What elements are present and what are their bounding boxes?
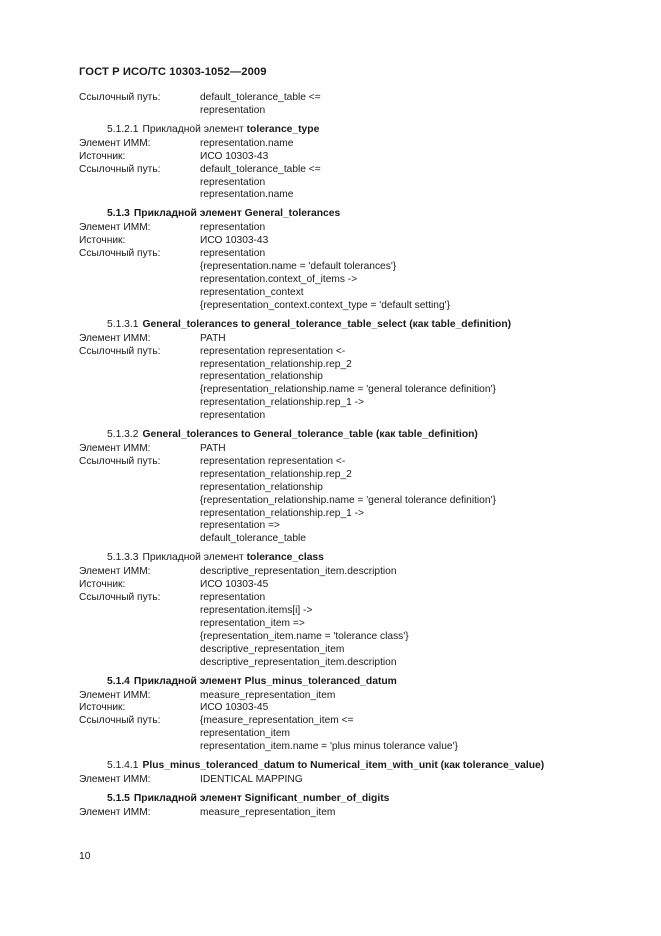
- field-value-line: PATH: [200, 332, 226, 344]
- page-number: 10: [79, 851, 91, 862]
- field-label: Ссылочный путь:: [79, 715, 161, 727]
- intro-block: [79, 92, 639, 118]
- field-values: [200, 346, 639, 423]
- mapping-row: [79, 333, 639, 346]
- mapping-row: [79, 443, 639, 456]
- section-number: 5.1.5: [107, 792, 130, 804]
- section-heading: [79, 428, 639, 441]
- field-values: [200, 248, 639, 313]
- section-block: [79, 318, 639, 423]
- field-value-line: representation representation <-: [200, 455, 346, 467]
- field-value-line: representation_item.name = 'plus minus tolerance value'}: [200, 741, 458, 753]
- field-value-line: descriptive_representation_item.description: [200, 566, 397, 578]
- field-value-line: representation =>: [200, 520, 280, 532]
- field-values: [200, 566, 639, 579]
- field-label: Ссылочный путь:: [79, 345, 161, 357]
- section-block: [79, 428, 639, 546]
- mapping-row: [79, 138, 639, 151]
- field-label: Источник:: [79, 150, 126, 162]
- section-title-prefix: Прикладной элемент: [142, 123, 247, 135]
- mapping-row: [79, 774, 639, 787]
- field-label: Элемент ИММ:: [79, 222, 151, 234]
- field-value-line: default_tolerance_table: [200, 533, 306, 545]
- field-value-line: representation: [200, 592, 266, 604]
- section-title-prefix: Прикладной элемент: [133, 208, 245, 220]
- field-value-line: representation: [200, 104, 266, 116]
- section-title-main: General_tolerances to general_tolerance_table_select (как table_definition): [142, 318, 512, 330]
- field-values: [200, 579, 639, 592]
- field-value-line: representation.items[i] ->: [200, 605, 313, 616]
- field-value-line: default_tolerance_table <=: [200, 163, 321, 175]
- section-number: 5.1.3.3: [107, 552, 139, 564]
- field-value-line: ИСО 10303-45: [200, 702, 269, 714]
- field-label: Элемент ИММ:: [79, 137, 151, 149]
- section-block: [79, 675, 639, 755]
- field-value-line: representation_item: [200, 728, 291, 740]
- field-value-line: measure_representation_item: [200, 806, 336, 818]
- section-title-main: General_tolerances to General_tolerance_table (как table_definition): [142, 429, 478, 441]
- field-value-line: {representation_context.context_type = 'default setting'}: [200, 299, 450, 311]
- section-block: [79, 123, 639, 203]
- mapping-row: [79, 579, 639, 592]
- mapping-row: [79, 248, 639, 313]
- field-label: Элемент ИММ:: [79, 332, 151, 344]
- mapping-row: [79, 346, 639, 423]
- section-title-main: Significant_number_of_digits: [244, 792, 390, 804]
- field-values: [200, 592, 639, 669]
- section-title-main: tolerance_class: [246, 552, 324, 564]
- field-value-line: ИСО 10303-43: [200, 150, 269, 162]
- mapping-row: [79, 222, 639, 235]
- section-number: 5.1.3: [107, 208, 130, 220]
- field-label: Элемент ИММ:: [79, 806, 151, 818]
- field-label: Ссылочный путь:: [79, 248, 161, 260]
- field-values: [200, 222, 639, 235]
- field-values: [200, 702, 639, 715]
- field-value-line: {representation_relationship.name = 'general tolerance definition'}: [200, 384, 496, 396]
- field-value-line: representation: [200, 410, 266, 422]
- field-value-line: {representation_item.name = 'tolerance class'}: [200, 630, 409, 642]
- field-value-line: representation representation <-: [200, 345, 346, 357]
- section-title-prefix: Прикладной элемент: [133, 675, 245, 687]
- field-value-line: ИСО 10303-43: [200, 235, 269, 247]
- field-values: [200, 690, 639, 703]
- field-value-line: representation_relationship: [200, 371, 323, 383]
- section-heading: [79, 792, 639, 805]
- mapping-row: [79, 807, 639, 820]
- field-label: Ссылочный путь:: [79, 163, 161, 175]
- field-values: [200, 774, 639, 787]
- section-number: 5.1.3.1: [107, 318, 139, 330]
- field-value-line: default_tolerance_table <=: [200, 92, 321, 103]
- field-value-line: representation_relationship.rep_2: [200, 468, 352, 480]
- field-label: Ссылочный путь:: [79, 92, 161, 103]
- mapping-row: [79, 702, 639, 715]
- field-values: [200, 333, 639, 346]
- section-number: 5.1.4.1: [107, 760, 139, 772]
- field-values: [200, 138, 639, 151]
- field-label: Ссылочный путь:: [79, 455, 161, 467]
- section-block: [79, 207, 639, 312]
- section-title-main: Plus_minus_toleranced_datum to Numerical_item_with_unit (как tolerance_value): [142, 760, 545, 772]
- section-block: [79, 551, 639, 669]
- mapping-row: [79, 592, 639, 669]
- field-value-line: {representation.name = 'default tolerances'}: [200, 261, 397, 273]
- mapping-row: [79, 456, 639, 546]
- standard-header: ГОСТ Р ИСО/ТС 10303-1052—2009: [79, 66, 267, 78]
- field-label: Источник:: [79, 702, 126, 714]
- field-value-line: representation_context: [200, 286, 304, 298]
- field-values: [200, 151, 639, 164]
- field-value-line: representation_relationship.rep_2: [200, 358, 352, 370]
- field-values: [200, 456, 639, 546]
- field-value-line: representation_relationship.rep_1 ->: [200, 507, 364, 519]
- field-label: Элемент ИММ:: [79, 443, 151, 455]
- field-value-line: representation_relationship: [200, 481, 323, 493]
- section-number: 5.1.3.2: [107, 429, 139, 441]
- section-heading: [79, 551, 639, 564]
- section-heading: [79, 123, 639, 136]
- field-values: [200, 92, 639, 118]
- section-block: [79, 792, 639, 820]
- field-label: Источник:: [79, 579, 126, 591]
- mapping-row: [79, 715, 639, 754]
- field-value-line: descriptive_representation_item: [200, 643, 345, 655]
- field-value-line: {representation_relationship.name = 'general tolerance definition'}: [200, 494, 496, 506]
- field-values: [200, 715, 639, 754]
- section-heading: [79, 759, 639, 772]
- section-number: 5.1.4: [107, 675, 130, 687]
- field-value-line: representation: [200, 176, 266, 188]
- field-values: [200, 235, 639, 248]
- mapping-row: [79, 164, 639, 203]
- field-value-line: representation.context_of_items ->: [200, 273, 358, 285]
- field-values: [200, 807, 639, 820]
- section-title-prefix: Прикладной элемент: [142, 552, 247, 564]
- field-value-line: measure_representation_item: [200, 689, 336, 701]
- field-values: [200, 164, 639, 203]
- field-value-line: descriptive_representation_item.description: [200, 656, 397, 668]
- field-value-line: IDENTICAL MAPPING: [200, 774, 303, 786]
- section-number: 5.1.2.1: [107, 123, 139, 135]
- field-label: Элемент ИММ:: [79, 689, 151, 701]
- field-value-line: ИСО 10303-45: [200, 579, 269, 591]
- field-label: Элемент ИММ:: [79, 566, 151, 578]
- field-value-line: representation: [200, 222, 266, 234]
- field-value-line: PATH: [200, 443, 226, 455]
- field-value-line: representation_item =>: [200, 617, 305, 629]
- section-heading: [79, 675, 639, 688]
- mapping-row: [79, 566, 639, 579]
- field-label: Источник:: [79, 235, 126, 247]
- mapping-specification: [79, 92, 639, 825]
- section-title-main: tolerance_type: [246, 123, 320, 135]
- section-title-main: Plus_minus_toleranced_datum: [244, 675, 397, 687]
- field-value-line: representation.name: [200, 189, 294, 201]
- section-block: [79, 759, 639, 787]
- field-value-line: representation.name: [200, 137, 294, 149]
- mapping-row: [79, 151, 639, 164]
- field-values: [200, 443, 639, 456]
- field-value-line: representation: [200, 248, 266, 260]
- field-value-line: representation_relationship.rep_1 ->: [200, 397, 364, 409]
- section-heading: [79, 207, 639, 220]
- mapping-row: [79, 690, 639, 703]
- mapping-row: [79, 92, 639, 118]
- field-value-line: {measure_representation_item <=: [200, 715, 354, 727]
- section-title-main: General_tolerances: [244, 208, 341, 220]
- field-label: Элемент ИММ:: [79, 774, 151, 786]
- section-heading: [79, 318, 639, 331]
- mapping-row: [79, 235, 639, 248]
- section-title-prefix: Прикладной элемент: [133, 792, 245, 804]
- field-label: Ссылочный путь:: [79, 592, 161, 604]
